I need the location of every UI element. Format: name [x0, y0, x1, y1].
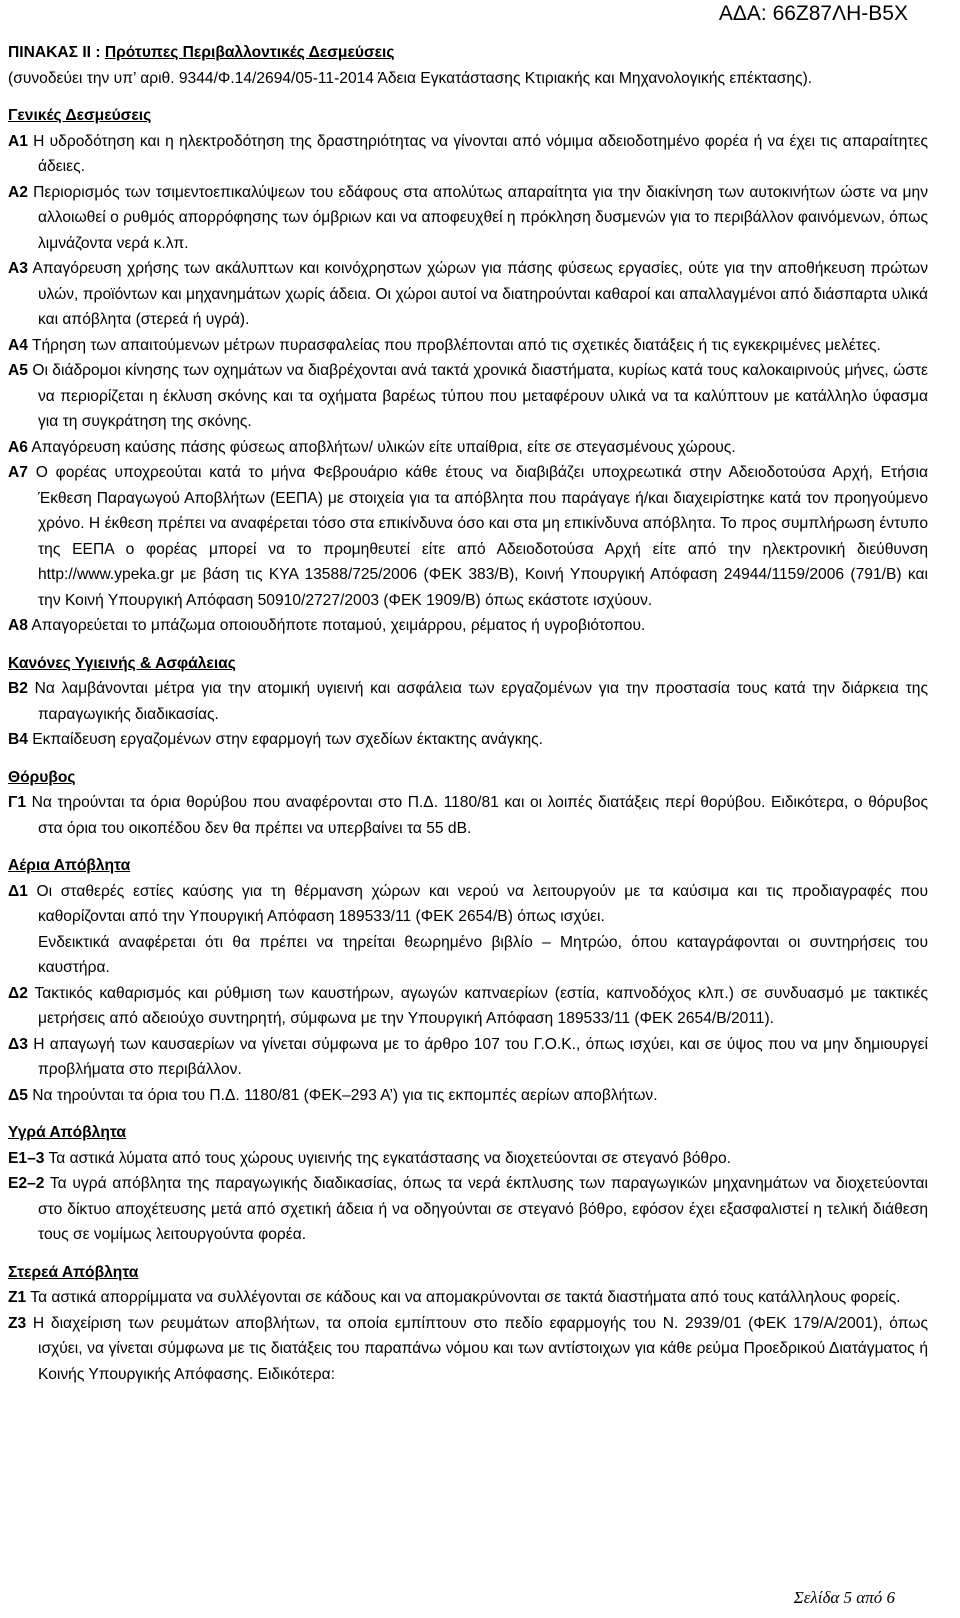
document-body [8, 40, 928, 1387]
clause-code: Δ5 [8, 1086, 28, 1104]
section [8, 841, 928, 1108]
clause-text: Τακτικός καθαρισμός και ρύθμιση των καυστήρων, αγωγών καπναερίων (εστία, καπνοδόχος κλπ.) σε συνδυασμό με τακτικές μετρήσεις από αδειούχο συντηρητή, σύμφωνα με την Υπουργική Απόφαση 189533/11 (ΦΕΚ 2654/Β/2011). [27, 984, 928, 1027]
clause-text: Να λαμβάνονται μέτρα για την ατομική υγιεινή και ασφάλεια των εργαζομένων για την προστασία τους κατά την διάρκεια της παραγωγικής διαδικασίας. [27, 680, 928, 723]
clause-item [8, 333, 928, 359]
ada-code: ΑΔΑ: 66Ζ87ΛΗ-Β5Χ [718, 2, 908, 25]
clause-code: Β2 [8, 680, 28, 697]
document-subtitle: (συνοδεύει την υπ’ αριθ. 9344/Φ.14/2694/05-11-2014 Άδεια Εγκατάστασης Κτιριακής και Μηχανολογικής επέκτασης). [8, 69, 813, 87]
clause-code: Α7 [8, 464, 28, 481]
clause-text: Εκπαίδευση εργαζομένων στην εφαρμογή των σχεδίων έκτακτης ανάγκης. [27, 731, 544, 748]
clause-item [8, 1311, 928, 1388]
clause-item [8, 981, 928, 1032]
section [8, 753, 928, 842]
clause-text: Η υδροδότηση και η ηλεκτροδότηση της δραστηριότητας να γίνονται από νόμιμα αδειοδοτημένο φορέα ή να έχει τις απαραίτητες άδειες. [27, 132, 928, 175]
section [8, 103, 928, 639]
clause-item [8, 358, 928, 435]
clause-code: Α2 [8, 183, 28, 201]
section-heading: Στερεά Απόβλητα [8, 1263, 139, 1281]
clause-item [8, 435, 928, 461]
clause-code: Α1 [8, 132, 28, 150]
clause-item [8, 129, 928, 180]
clause-item [8, 676, 928, 727]
clause-text: Περιορισμός των τσιμεντοεπικαλύψεων του εδάφους στα απολύτως απαραίτητα για την διακίνηση των αυτοκινήτων ώστε να μην αλλοιωθεί ο ρυθμός απορρόφησης των όμβριων και να αποφευχθεί η πρόκληση δυσμενών για το περιβάλλον φαινόμενων, όπως λιμνάζοντα νερά κ.λπ. [27, 183, 928, 252]
clause-text: Ο φορέας υποχρεούται κατά το μήνα Φεβρουάριο κάθε έτους να διαβιβάζει υποχρεωτικά στην Αδειοδοτούσα Αρχή, Ετήσια Έκθεση Παραγωγού Αποβλήτων (ΕΕΠΑ) με στοιχεία για τα απόβλητα που παράγαγε ή/και διαχειρίστηκε κατά τον προηγούμενο χρόνο. Η έκθεση πρέπει να αναφέρεται τόσο στα επικίνδυνα όσο και στα μη επικίνδυνα απόβλητα. Το προς συμπλήρωση έντυπο της ΕΕΠΑ ο φορέας μπορεί να το προμηθευτεί είτε από Αδειοδοτούσα Αρχή είτε από την ηλεκτρονική διεύθυνση http://www.ypeka.gr με βάση τις ΚΥΑ 13588/725/2006 (ΦΕΚ 383/Β), Κοινή Υπουργική Απόφαση 24944/1159/2006 (791/Β) και την Κοινή Υπουργική Απόφαση 50910/2727/2003 (ΦΕΚ 1909/Β) όπως εκάστοτε ισχύουν. [27, 464, 928, 609]
clause-text: Οι διάδρομοι κίνησης των οχημάτων να διαβρέχονται ανά τακτά χρονικά διαστήματα, κυρίως κατά τους καλοκαιρινούς μήνες, ώστε να περιορίζεται η έκλυση σκόνης και τα οχήματα βαρέως τύπου που μεταφέρουν υλικά να τα καλύπτουν με κατάλληλο ύφασμα για τη συγκράτηση της σκόνης. [27, 362, 928, 430]
clause-text: Να τηρούνται τα όρια του Π.Δ. 1180/81 (ΦΕΚ–293 Α’) για τις εκπομπές αερίων αποβλήτων. [27, 1086, 658, 1104]
section-heading: Γενικές Δεσμεύσεις [8, 107, 152, 124]
title-prefix: ΠΙΝΑΚΑΣ ΙΙ : [8, 44, 105, 61]
page-number: Σελίδα 5 από 6 [793, 1588, 895, 1607]
sections-container [8, 103, 928, 1387]
clause-code: Ζ3 [8, 1314, 27, 1332]
clause-text: Οι σταθερές εστίες καύσης για τη θέρμανση χώρων και νερού να λειτουργούν με τα καύσιμα και τις προδιαγραφές που καθορίζονται από την Υπουργική Απόφαση 189533/11 (ΦΕΚ 2654/Β) όπως ισχύει. [27, 882, 928, 925]
clause-code: Δ2 [8, 984, 28, 1002]
clause-text: Τήρηση των απαιτούμενων μέτρων πυρασφαλείας που προβλέπονται από τις σχετικές διατάξεις ή τις εγκεκριμένες μελέτες. [27, 336, 881, 354]
clause-text: Η απαγωγή των καυσαερίων να γίνεται σύμφωνα με το άρθρο 107 του Γ.Ο.Κ., όπως ισχύει, και σε ύψος που να μην δημιουργεί προβλήματα στο περιβάλλον. [27, 1035, 928, 1078]
clause-item [8, 1083, 928, 1109]
clause-code: Β4 [8, 731, 28, 748]
section-heading: Κανόνες Υγιεινής & Ασφάλειας [8, 654, 236, 672]
clause-item [8, 460, 928, 613]
clause-code: Ζ1 [8, 1289, 27, 1306]
clause-code: Ε1–3 [8, 1149, 45, 1167]
clause-item [8, 1032, 928, 1083]
section-heading: Υγρά Απόβλητα [8, 1124, 126, 1141]
clause-text: Να τηρούνται τα όρια θορύβου που αναφέρονται στο Π.Δ. 1180/81 και οι λοιπές διατάξεις περί θορύβου. Ειδικότερα, ο θόρυβος στα όρια του οικοπέδου δεν θα πρέπει να υπερβαίνει τα 55 dB. [26, 794, 928, 837]
clause-code: Α5 [8, 362, 28, 379]
clause-code: Α4 [8, 336, 28, 354]
section [8, 1108, 928, 1248]
clause-text: Τα αστικά απορρίμματα να συλλέγονται σε κάδους και να απομακρύνονται σε τακτά διαστήματα από τους κατάλληλους φορείς. [26, 1289, 901, 1306]
clause-text: Απαγόρευση χρήσης των ακάλυπτων και κοινόχρηστων χώρων για πάσης φύσεως εργασίες, ούτε για την αποθήκευση πρώτων υλών, προϊόντων και μηχανημάτων χωρίς άδεια. Οι χώροι αυτοί να διατηρούνται καθαροί και απαλλαγμένοι από διάσπαρτα υλικά και απόβλητα (στερεά ή υγρά). [27, 260, 928, 328]
clause-item [8, 1285, 928, 1311]
clause-item [8, 180, 928, 257]
section [8, 639, 928, 753]
clause-extra: Ενδεικτικά αναφέρεται ότι θα πρέπει να τηρείται θεωρημένο βιβλίο – Μητρώο, όπου καταγράφονται οι συντηρήσεις του καυστήρα. [38, 933, 928, 976]
clause-item [8, 879, 928, 930]
title-main: Πρότυπες Περιβαλλοντικές Δεσμεύσεις [104, 44, 395, 61]
clause-code: Α8 [8, 617, 28, 634]
clause-code: Γ1 [8, 794, 27, 811]
clause-item [8, 727, 928, 753]
clause-code: Δ1 [8, 882, 28, 900]
clause-code: Ε2–2 [8, 1175, 45, 1192]
clause-item [8, 790, 928, 841]
clause-text: Τα αστικά λύματα από τους χώρους υγιεινής της εγκατάστασης να διοχετεύονται σε στεγανό βόθρο. [44, 1149, 731, 1167]
clause-text: Απαγόρευση καύσης πάσης φύσεως αποβλήτων/ υλικών είτε υπαίθρια, είτε σε στεγασμένους χώρους. [27, 438, 736, 456]
clause-code: Δ3 [8, 1035, 28, 1053]
clause-code: Α6 [8, 438, 28, 456]
clause-item [8, 256, 928, 333]
section-heading: Θόρυβος [8, 768, 76, 786]
clause-code: Α3 [8, 260, 28, 277]
clause-text: Η διαχείριση των ρευμάτων αποβλήτων, τα οποία εμπίπτουν στο πεδίο εφαρμογής του Ν. 2939/01 (ΦΕΚ 179/Α/2001), όπως ισχύει, να γίνεται σύμφωνα με τις διατάξεις του παραπάνω νόμου και των αντίστοιχων για κάθε ρεύμα Προεδρικού Διατάγματος ή Κοινής Υπουργικής Απόφασης. Ειδικότερα: [26, 1314, 928, 1383]
section-heading: Αέρια Απόβλητα [8, 857, 131, 874]
clause-text: Τα υγρά απόβλητα της παραγωγικής διαδικασίας, όπως τα νερά έκπλυσης των παραγωγικών μηχανημάτων να διοχετεύονται στο δίκτυο αποχέτευσης μετά από σχετική άδεια ή να οδηγούνται σε στεγανό βόθρο, εφόσον έχει εξασφαλιστεί η τελική διάθεση τους σε νομίμως λειτουργούντα φορέα. [38, 1175, 928, 1243]
clause-item [8, 1146, 928, 1172]
clause-text: Απαγορεύεται το μπάζωμα οποιουδήποτε ποταμού, χειμάρρου, ρέματος ή υγροβιότοπου. [27, 617, 646, 634]
section [8, 1248, 928, 1388]
clause-item [8, 1171, 928, 1248]
clause-item [8, 613, 928, 639]
document-title [8, 40, 928, 66]
